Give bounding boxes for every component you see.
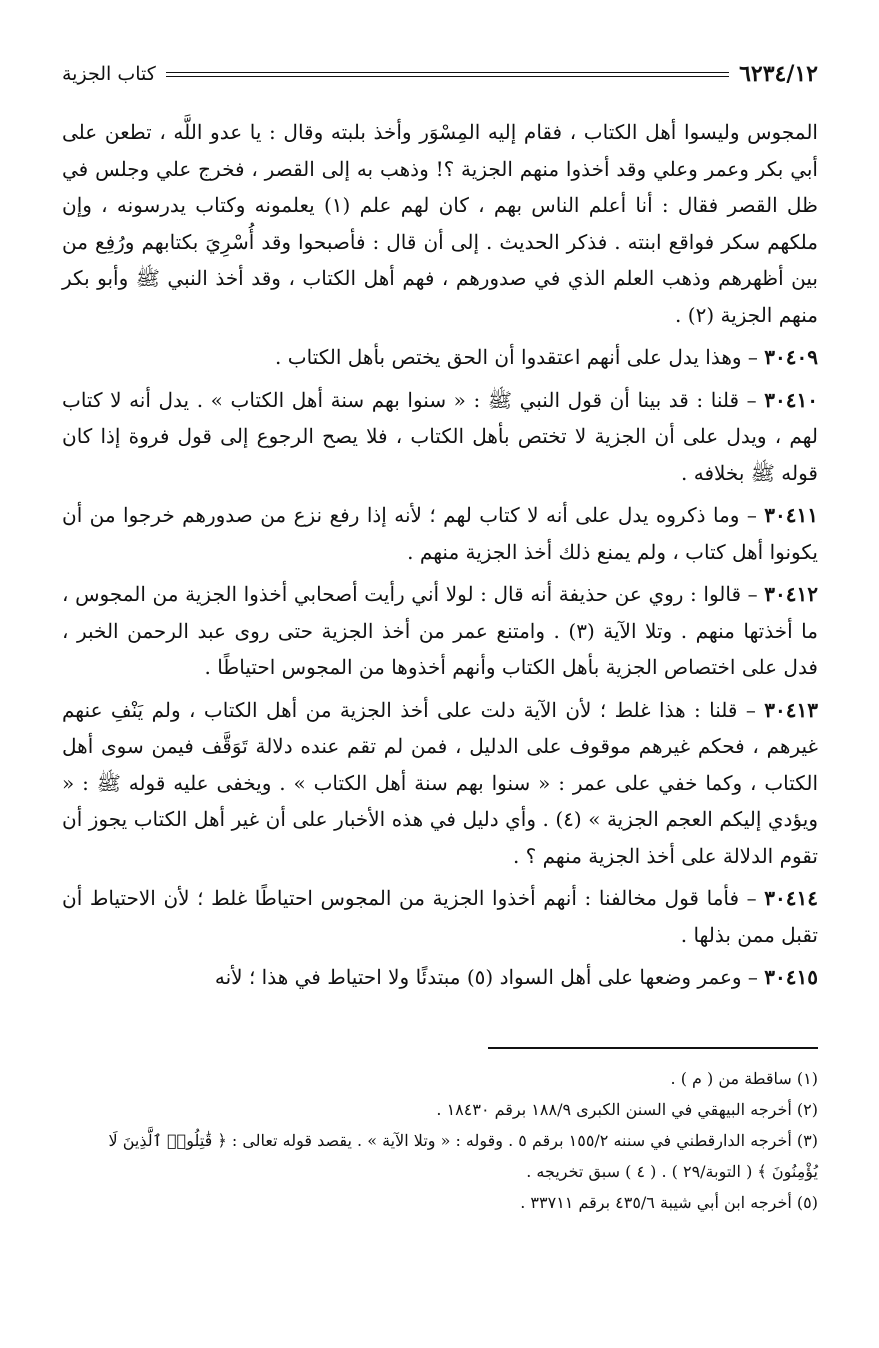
footnote: (٥) أخرجه ابن أبي شيبة ٤٣٥/٦ برقم ٣٣٧١١ . xyxy=(520,1193,818,1212)
footnotes-section xyxy=(62,1047,818,1218)
footnote: (١) ساقطة من ( م ) . xyxy=(670,1069,818,1088)
paragraph-text: المجوس وليسوا أهل الكتاب ، فقام إليه المِسْوَر وأخذ بلبته وقال : يا عدو اللَّه ، تطعن على أبي بكر وعمر وعلي وقد أخذوا منهم الجزية ؟! وذهب به إلى القصر ، فخرج علي وجلس في ظل القصر فقال : أنا أعلم الناس بهم ، كان لهم علم (١) يعلمونه وكتاب يدرسونه ، وإن ملكهم سكر فواقع ابنته . فذكر الحديث . إلى أن قال : فأصبحوا وقد أُسْرِيَ بكتابهم ورُفِع من بين أظهرهم وذهب العلم الذي في صدورهم ، فهم أهل الكتاب ، وقد أخذ النبي ﷺ وأبو بكر منهم الجزية (٢) . xyxy=(62,120,818,327)
header-divider xyxy=(166,72,729,77)
paragraph-text: – قالوا : روي عن حذيفة أنه قال : لولا أني رأيت أصحابي أخذوا الجزية من المجوس ، ما أخذتها منهم . وتلا الآية (٣) . وامتنع عمر من أخذ الجزية حتى روى عبد الرحمن الخبر ، فدل على اختصاص الجزية بأهل الكتاب وأنهم أخذوها من المجوس احتياطًا . xyxy=(62,582,818,679)
paragraph xyxy=(62,880,818,953)
main-text xyxy=(62,114,818,996)
paragraph xyxy=(62,339,818,376)
footnote: (٣) أخرجه الدارقطني في سننه ١٥٥/٢ برقم ٥ . وقوله : « وتلا الآية » . يقصد قوله تعالى : ﴿ قَٰتِلُوا۟ ٱلَّذِينَ لَا يُؤْمِنُونَ ﴾ ( التوبة/٢٩ ) . ( ٤ ) سبق تخريجه . xyxy=(108,1131,818,1181)
paragraph-number: ٣٠٤١١ xyxy=(764,503,818,527)
paragraph xyxy=(62,576,818,686)
paragraph-text: – وعمر وضعها على أهل السواد (٥) مبتدئًا ولا احتياط في هذا ؛ لأنه xyxy=(214,965,765,989)
paragraph xyxy=(62,114,818,333)
paragraph xyxy=(62,959,818,996)
paragraph-text: – قلنا : هذا غلط ؛ لأن الآية دلت على أخذ الجزية من أهل الكتاب ، ولم يَنْفِ عنهم غيرهم ، فحكم غيرهم موقوف على الدليل ، فمن لم تقم عنده دلالة تَوَقَّف فيمن سوى أهل الكتاب ، وكما خفي على عمر : « سنوا بهم سنة أهل الكتاب » . ويخفى عليه قوله ﷺ : « ويؤدي إليكم العجم الجزية » (٤) . وأي دليل في هذه الأخبار على أن غير أهل الكتاب يجوز أن تقوم الدلالة على أخذ الجزية منهم ؟ . xyxy=(62,697,818,868)
running-title: كتاب الجزية xyxy=(62,63,156,85)
paragraph-text: – وما ذكروه يدل على أنه لا كتاب لهم ؛ لأنه إذا رفع نزع من صدورهم خرجوا من أن يكونوا أهل كتاب ، ولم يمنع ذلك أخذ الجزية منهم . xyxy=(62,503,818,564)
footnote: (٢) أخرجه البيهقي في السنن الكبرى ١٨٨/٩ برقم ١٨٤٣٠ . xyxy=(436,1100,818,1119)
paragraph-text: – وهذا يدل على أنهم اعتقدوا أن الحق يختص بأهل الكتاب . xyxy=(275,345,765,369)
paragraph-text: – قلنا : قد بينا أن قول النبي ﷺ : « سنوا بهم سنة أهل الكتاب » . يدل أنه لا كتاب لهم ، ويدل على أن الجزية لا تختص بأهل الكتاب ، فلا يصح الرجوع إلى قول فروة إذا كان قوله ﷺ بخلافه . xyxy=(62,387,818,485)
paragraph-number: ٣٠٤١٠ xyxy=(764,387,818,412)
book-page xyxy=(62,52,818,1002)
page-header xyxy=(62,52,818,96)
paragraph xyxy=(62,497,818,570)
paragraph-number: ٣٠٤٠٩ xyxy=(764,345,818,369)
paragraph xyxy=(62,692,818,875)
paragraph-number: ٣٠٤١٣ xyxy=(764,697,818,722)
paragraph-text: – فأما قول مخالفنا : أنهم أخذوا الجزية من المجوس احتياطًا غلط ؛ لأن الاحتياط أن تقبل ممن بذلها . xyxy=(62,886,818,947)
paragraph-number: ٣٠٤١٤ xyxy=(764,886,818,910)
page-number: ٦٢٣٤/١٢ xyxy=(739,61,818,87)
paragraph-number: ٣٠٤١٢ xyxy=(764,582,819,606)
paragraph-number: ٣٠٤١٥ xyxy=(764,965,818,989)
paragraph xyxy=(62,382,818,492)
footnote-divider xyxy=(488,1047,818,1049)
